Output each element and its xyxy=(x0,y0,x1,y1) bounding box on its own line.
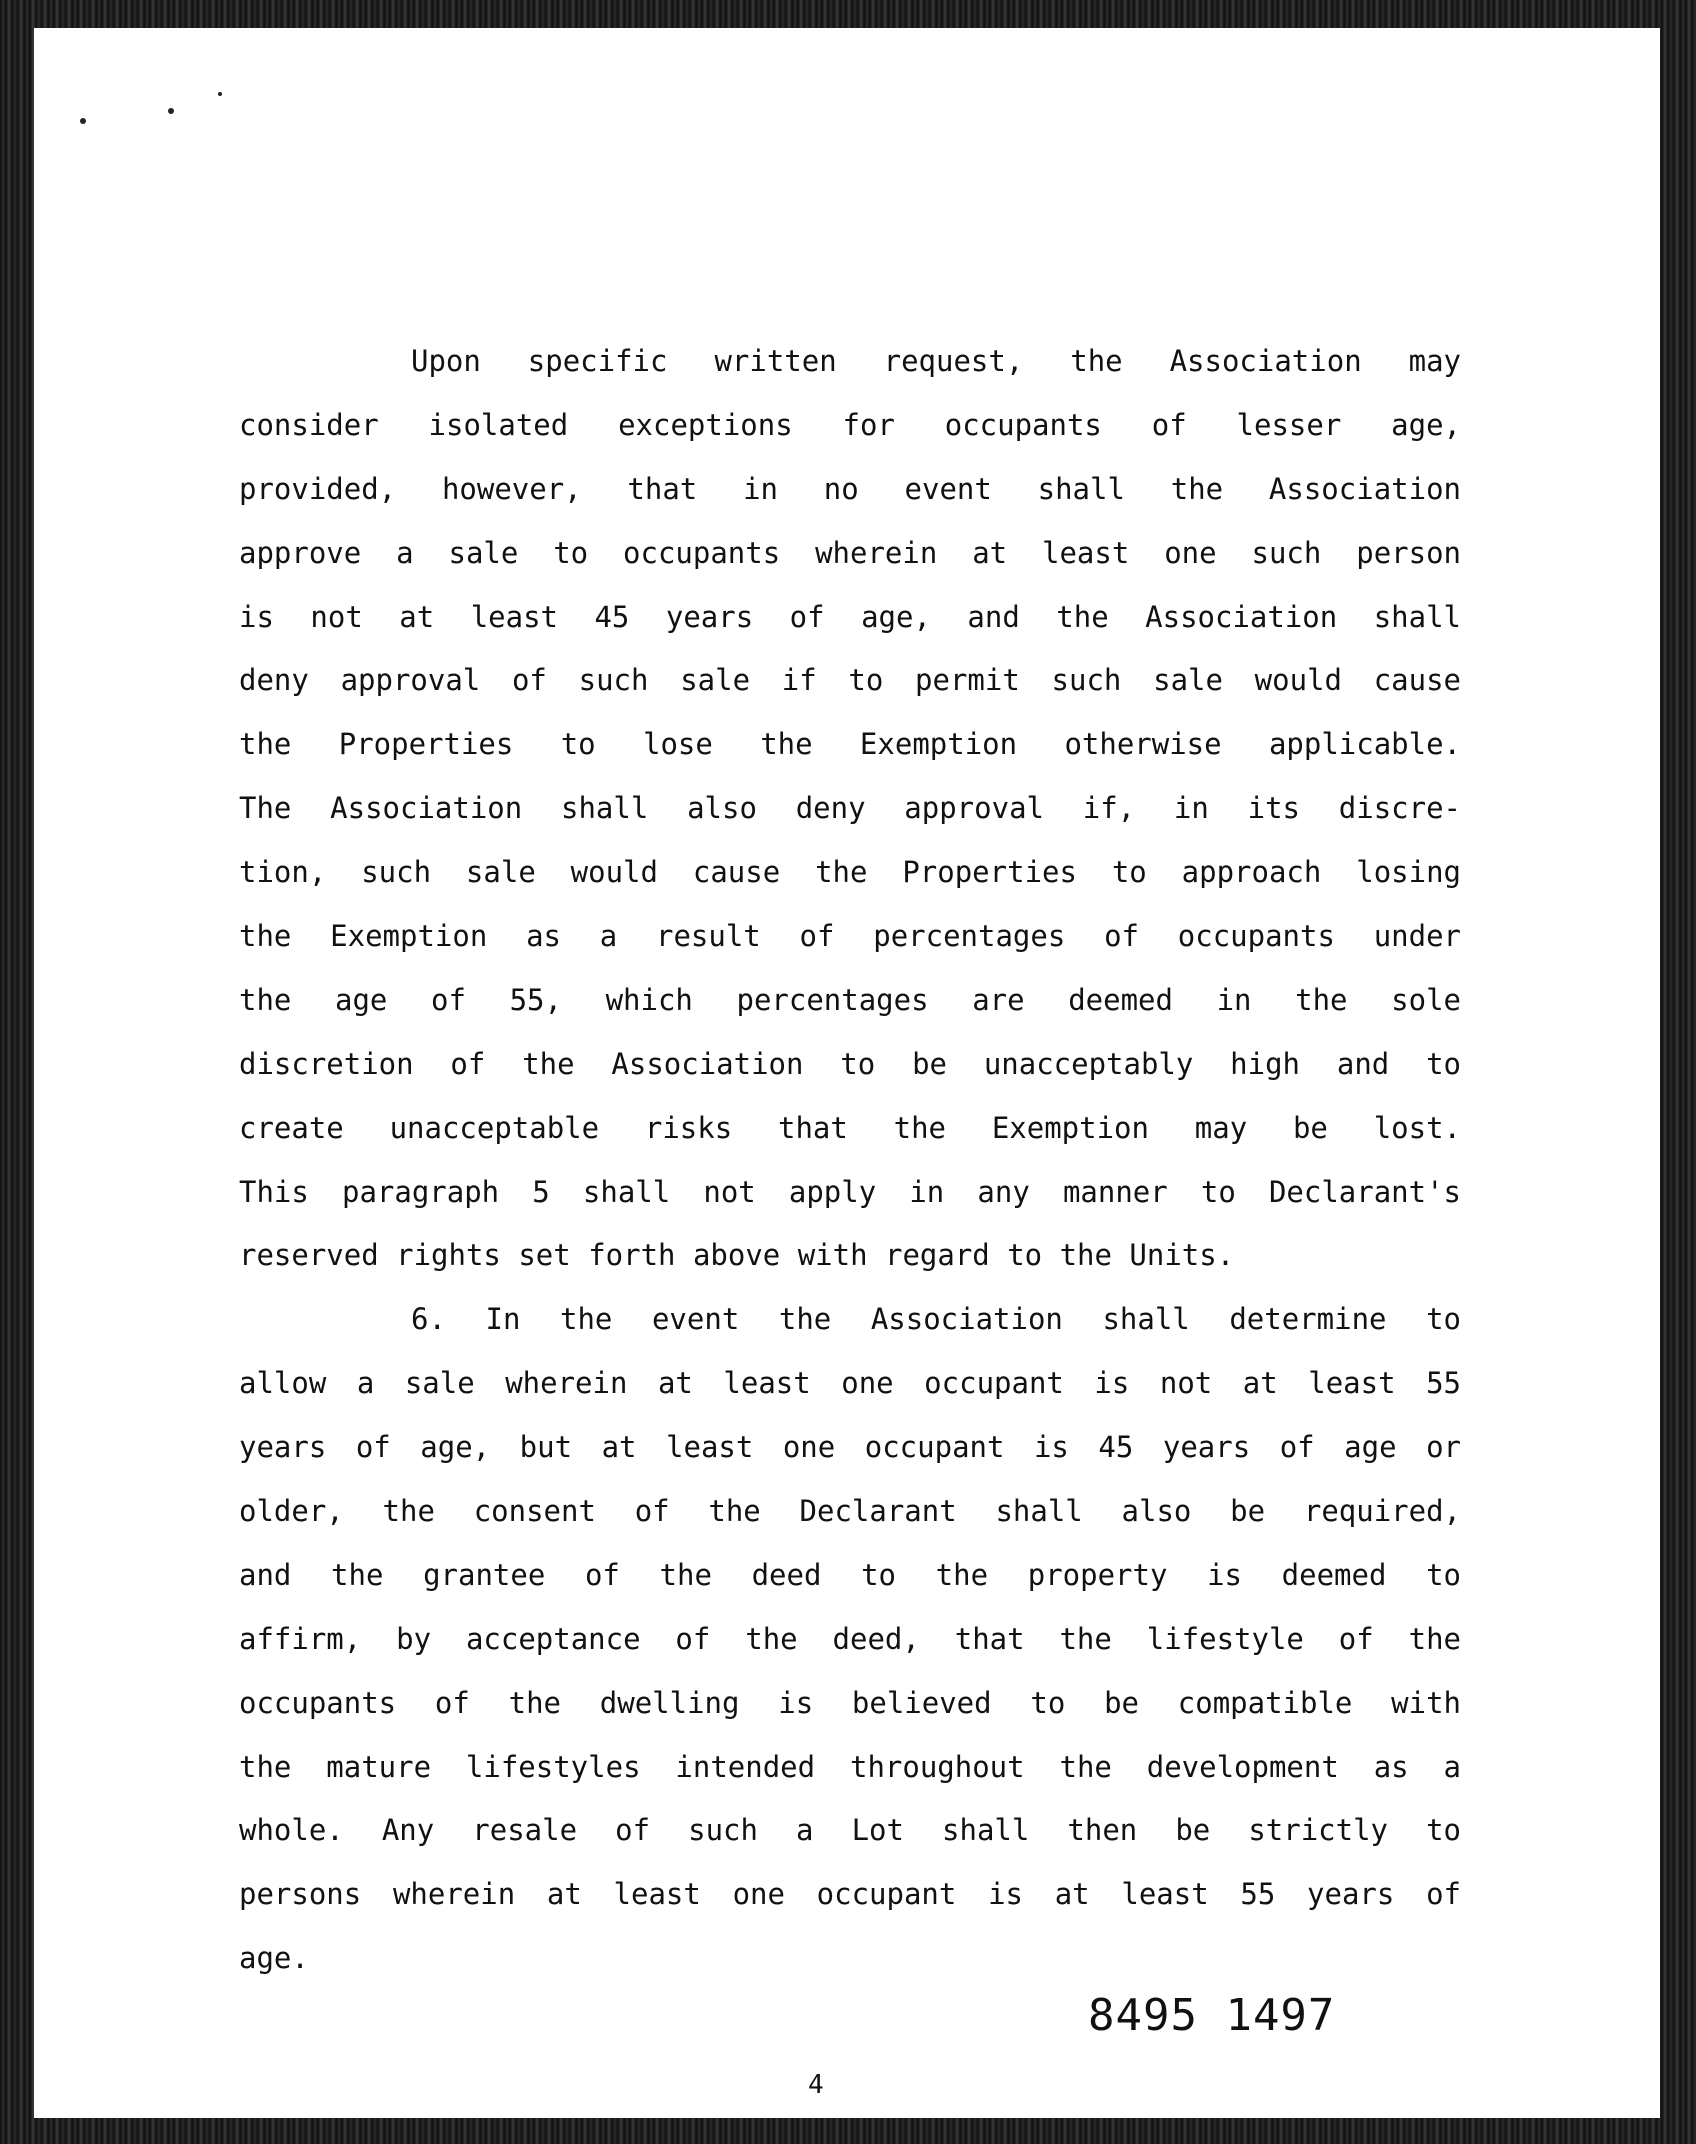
text-line: deny approval of such sale if to permit such sale would cause xyxy=(239,663,1461,698)
text-line: discretion of the Association to be unacceptably high and to xyxy=(239,1046,1461,1081)
text-line: consider isolated exceptions for occupants of lesser age, xyxy=(239,407,1461,442)
text-line: affirm, by acceptance of the deed, that the lifestyle of the xyxy=(239,1621,1461,1656)
text-line: 6. In the event the Association shall determine to xyxy=(411,1302,1461,1337)
text-line: age. xyxy=(239,1941,309,1976)
text-line: the age of 55, which percentages are deemed in the sole xyxy=(239,982,1461,1017)
text-line: the Properties to lose the Exemption otherwise applicable. xyxy=(239,727,1461,762)
text-line: tion, such sale would cause the Properties to approach losing xyxy=(239,855,1461,890)
text-line: allow a sale wherein at least one occupant is not at least 55 xyxy=(239,1366,1461,1401)
scan-speck xyxy=(80,118,86,124)
text-line: The Association shall also deny approval if, in its discre- xyxy=(239,791,1461,826)
body-text xyxy=(239,330,1461,1991)
text-line: reserved rights set forth above with regard to the Units. xyxy=(239,1238,1235,1273)
page-number: 4 xyxy=(808,2070,824,2100)
text-line: persons wherein at least one occupant is at least 55 years of xyxy=(239,1877,1461,1912)
text-line: older, the consent of the Declarant shall also be required, xyxy=(239,1494,1461,1529)
text-line: This paragraph 5 shall not apply in any manner to Declarant's xyxy=(239,1174,1461,1209)
text-line: is not at least 45 years of age, and the Association shall xyxy=(239,599,1461,634)
document-number: 8495 1497 xyxy=(1088,1990,1336,2041)
text-line: and the grantee of the deed to the property is deemed to xyxy=(239,1557,1461,1592)
scan-speck xyxy=(168,108,174,114)
scan-speck xyxy=(218,92,222,96)
text-line: create unacceptable risks that the Exemption may be lost. xyxy=(239,1110,1461,1145)
text-line: the Exemption as a result of percentages of occupants under xyxy=(239,919,1461,954)
text-line: whole. Any resale of such a Lot shall then be strictly to xyxy=(239,1813,1461,1848)
text-line: approve a sale to occupants wherein at least one such person xyxy=(239,535,1461,570)
document-page xyxy=(34,28,1660,2118)
text-line: the mature lifestyles intended throughout the development as a xyxy=(239,1749,1461,1784)
text-line: provided, however, that in no event shall the Association xyxy=(239,471,1461,506)
text-line: occupants of the dwelling is believed to be compatible with xyxy=(239,1685,1461,1720)
text-line: Upon specific written request, the Association may xyxy=(411,344,1461,378)
text-line: years of age, but at least one occupant is 45 years of age or xyxy=(239,1430,1461,1465)
